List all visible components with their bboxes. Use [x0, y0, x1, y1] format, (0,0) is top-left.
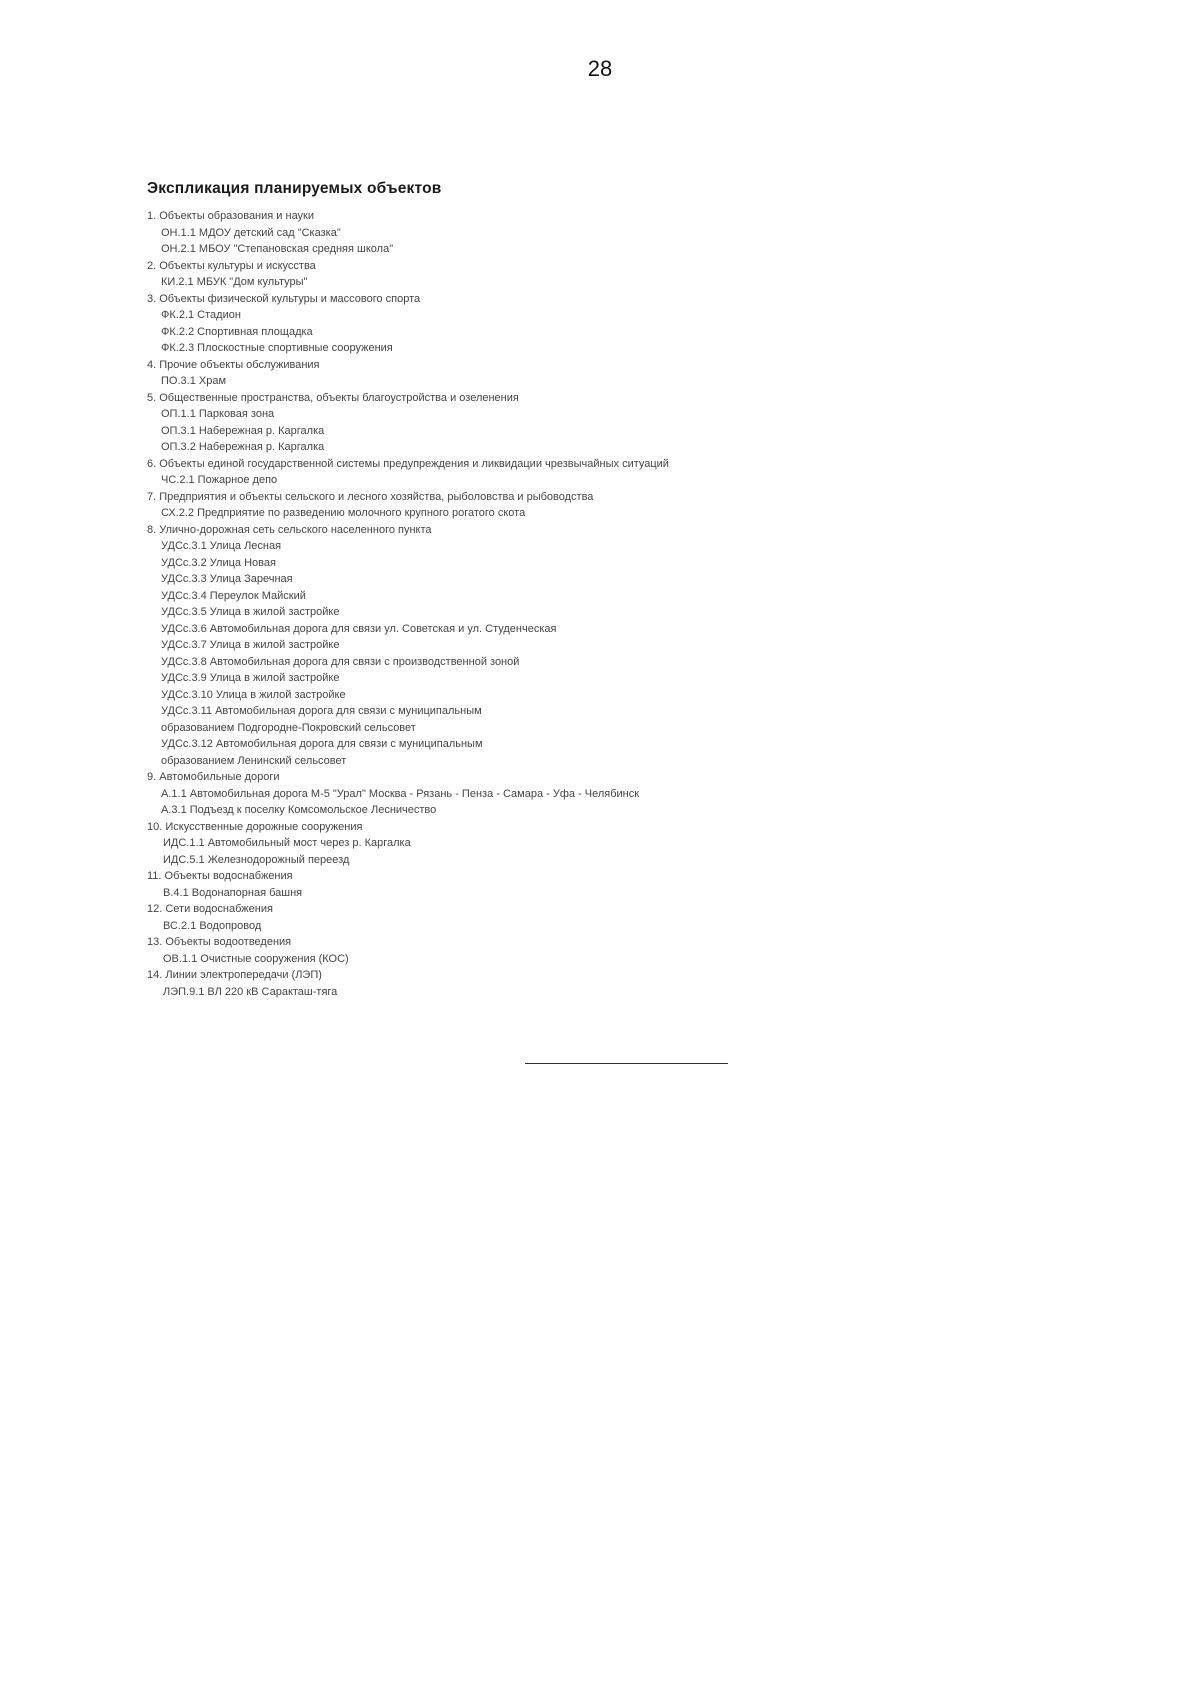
document-title: Экспликация планируемых объектов: [147, 180, 442, 197]
list-item: образованием Подгородне-Покровский сельсовет: [161, 721, 416, 734]
section-heading: 5. Общественные пространства, объекты благоустройства и озеленения: [147, 391, 519, 404]
section-heading: 1. Объекты образования и науки: [147, 210, 315, 222]
list-item: образованием Ленинский сельсовет: [161, 754, 347, 767]
section: [147, 934, 1047, 967]
list-item: А.3.1 Подъезд к поселку Комсомольское Лесничество: [161, 804, 437, 816]
section-heading: 6. Объекты единой государственной системы предупреждения и ликвидации чрезвычайных ситуаций: [147, 457, 669, 470]
list-item: УДСс.3.5 Улица в жилой застройке: [161, 606, 340, 618]
list-item: УДСс.3.7 Улица в жилой застройке: [161, 639, 340, 651]
list-item: ИДС.1.1 Автомобильный мост через р. Каргалка: [163, 837, 411, 849]
list-item: УДСс.3.1 Улица Лесная: [161, 540, 282, 552]
section: [147, 357, 1047, 390]
section-heading: 13. Объекты водоотведения: [147, 936, 292, 948]
list-item: УДСс.3.10 Улица в жилой застройке: [161, 688, 346, 701]
section-heading: 3. Объекты физической культуры и массового спорта: [147, 292, 421, 305]
list-item: ЛЭП.9.1 ВЛ 220 кВ Саракташ-тяга: [163, 985, 338, 998]
section: [147, 819, 1047, 869]
list-item: ОН.2.1 МБОУ "Степановская средняя школа": [161, 243, 394, 255]
list-item: ФК.2.2 Спортивная площадка: [161, 325, 313, 338]
section: [147, 258, 1047, 291]
section-heading: 7. Предприятия и объекты сельского и лесного хозяйства, рыболовства и рыбоводства: [147, 490, 594, 503]
section: [147, 522, 1047, 770]
section: [147, 456, 1047, 489]
list-item: ОП.3.1 Набережная р. Каргалка: [161, 424, 325, 437]
explication-block: [147, 180, 1047, 1000]
list-item: УДСс.3.6 Автомобильная дорога для связи ул. Советская и ул. Студенческая: [161, 622, 557, 635]
list-item: ОП.3.2 Набережная р. Каргалка: [161, 441, 325, 453]
list-item: УДСс.3.3 Улица Заречная: [161, 573, 293, 585]
list-item: ИДС.5.1 Железнодорожный переезд: [163, 853, 350, 866]
list-item: ОП.1.1 Парковая зона: [161, 408, 275, 420]
section: [147, 489, 1047, 522]
separator-line: [525, 1063, 728, 1064]
list-item: СХ.2.2 Предприятие по разведению молочного крупного рогатого скота: [161, 507, 526, 519]
list-item: УДСс.3.11 Автомобильная дорога для связи с муниципальным: [161, 705, 482, 717]
section: [147, 291, 1047, 357]
list-item: УДСс.3.9 Улица в жилой застройке: [161, 672, 340, 684]
list-item: ФК.2.3 Плоскостные спортивные сооружения: [161, 342, 393, 354]
list-item: УДСс.3.8 Автомобильная дорога для связи с производственной зоной: [161, 655, 520, 668]
section-heading: 11. Объекты водоснабжения: [147, 870, 293, 882]
sections-list: [147, 208, 1047, 1000]
section-heading: 8. Улично-дорожная сеть сельского населенного пункта: [147, 523, 432, 536]
list-item: ФК.2.1 Стадион: [161, 309, 241, 321]
list-item: УДСс.3.4 Переулок Майский: [161, 589, 306, 602]
page-number: 28: [587, 56, 613, 81]
list-item: А.1.1 Автомобильная дорога М-5 "Урал" Москва - Рязань - Пенза - Самара - Уфа - Челябинск: [161, 787, 640, 800]
section: [147, 868, 1047, 901]
list-item: ОН.1.1 МДОУ детский сад "Сказка": [161, 226, 341, 239]
list-item: КИ.2.1 МБУК "Дом культуры": [161, 276, 308, 288]
section-heading: 4. Прочие объекты обслуживания: [147, 358, 320, 371]
list-item: В.4.1 Водонапорная башня: [163, 886, 303, 899]
list-item: УДСс.3.12 Автомобильная дорога для связи с муниципальным: [161, 738, 483, 750]
list-item: ОВ.1.1 Очистные сооружения (КОС): [163, 952, 349, 965]
section-heading: 12. Сети водоснабжения: [147, 903, 273, 915]
section: [147, 967, 1047, 1000]
section: [147, 769, 1047, 819]
section: [147, 390, 1047, 456]
section: [147, 901, 1047, 934]
section-heading: 14. Линии электропередачи (ЛЭП): [147, 969, 322, 981]
list-item: ВС.2.1 Водопровод: [163, 919, 262, 932]
section-heading: 2. Объекты культуры и искусства: [147, 259, 316, 272]
list-item: ПО.3.1 Храм: [161, 375, 227, 387]
section-heading: 9. Автомобильные дороги: [147, 771, 280, 783]
list-item: ЧС.2.1 Пожарное депо: [161, 474, 278, 486]
section-heading: 10. Искусственные дорожные сооружения: [147, 820, 363, 833]
section: [147, 208, 1047, 258]
list-item: УДСс.3.2 Улица Новая: [161, 556, 276, 569]
